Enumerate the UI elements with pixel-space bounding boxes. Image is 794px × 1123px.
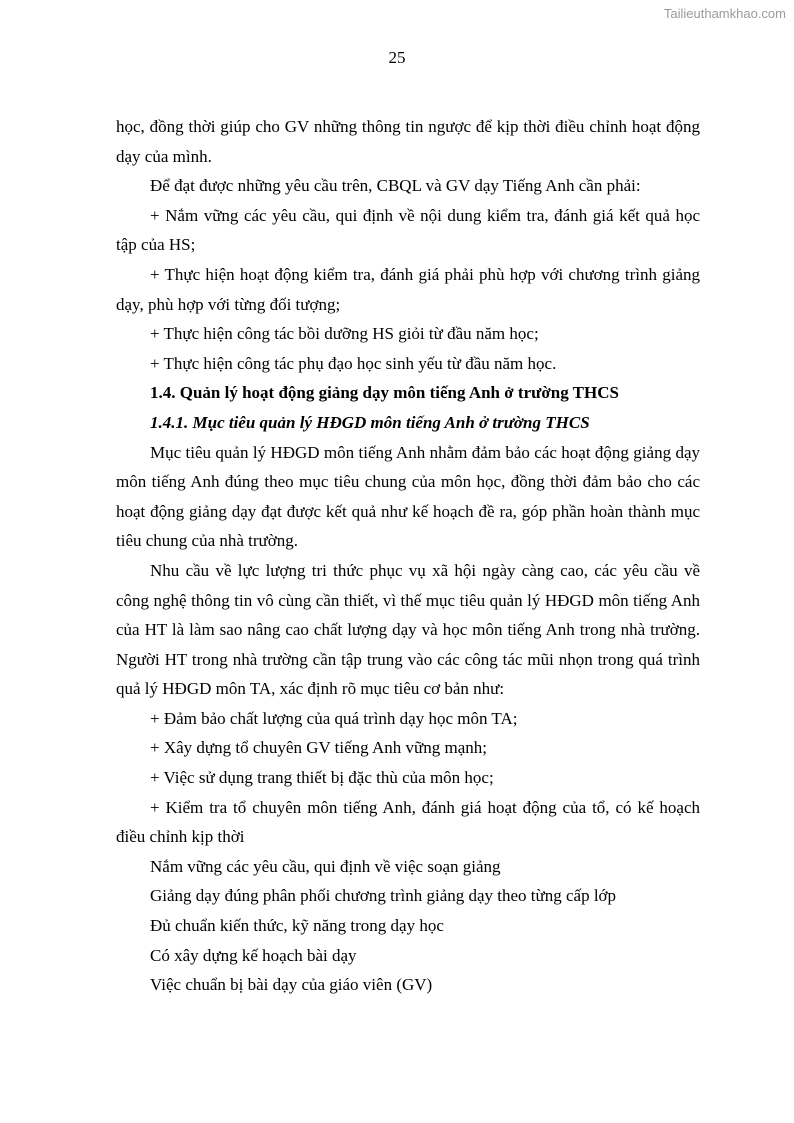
bullet-item: + Thực hiện công tác phụ đạo học sinh yếu từ đầu năm học. [150, 353, 557, 373]
bullet-item: + Nắm vững các yêu cầu, qui định về nội dung kiểm tra, đánh giá kết quả học tập của HS; [116, 205, 700, 255]
paragraph: Nhu cầu về lực lượng tri thức phục vụ xã hội ngày càng cao, các yêu cầu về công nghệ thông tin vô cùng cần thiết, vì thế mục tiêu quản lý HĐGD môn tiếng Anh của HT là làm sao nâng cao chất lượng dạy và học môn tiếng Anh trong nhà trường. Người HT trong nhà trường cần tập trung vào các công tác mũi nhọn trong quá trình quả lý HĐGD môn TA, xác định rõ mục tiêu cơ bản như: [116, 560, 700, 699]
bullet-item: + Xây dựng tổ chuyên GV tiếng Anh vững mạnh; [150, 738, 487, 758]
paragraph: Mục tiêu quản lý HĐGD môn tiếng Anh nhằm đảm bảo các hoạt động giảng dạy môn tiếng Anh đúng theo mục tiêu chung của môn học, đồng thời đảm bảo cho các hoạt động giảng dạy đạt được kết quả như kế hoạch đề ra, góp phần hoàn thành mục tiêu chung của nhà trường. [116, 442, 700, 551]
list-line: Đủ chuẩn kiến thức, kỹ năng trong dạy học [150, 916, 444, 936]
list-line: Có xây dựng kế hoạch bài dạy [150, 945, 357, 965]
bullet-item: + Đảm bảo chất lượng của quá trình dạy học môn TA; [150, 708, 518, 728]
subsection-heading: 1.4.1. Mục tiêu quản lý HĐGD môn tiếng Anh ở trường THCS [150, 412, 590, 432]
watermark-text: Tailieuthamkhao.com [663, 6, 786, 21]
document-body [116, 112, 700, 1000]
section-heading: 1.4. Quản lý hoạt động giảng dạy môn tiếng Anh ở trường THCS [150, 383, 619, 403]
list-line: Nắm vững các yêu cầu, qui định về việc soạn giảng [150, 856, 501, 876]
list-line: Giảng dạy đúng phân phối chương trình giảng dạy theo từng cấp lớp [150, 886, 617, 906]
bullet-item: + Kiểm tra tổ chuyên môn tiếng Anh, đánh giá hoạt động của tổ, có kế hoạch điều chỉnh kịp thời [116, 797, 700, 847]
bullet-item: + Thực hiện công tác bồi dưỡng HS giỏi từ đầu năm học; [150, 324, 539, 344]
paragraph: Để đạt được những yêu cầu trên, CBQL và GV dạy Tiếng Anh cần phải: [150, 176, 641, 196]
paragraph: học, đồng thời giúp cho GV những thông tin ngược để kịp thời điều chỉnh hoạt động dạy của mình. [116, 117, 700, 166]
bullet-item: + Thực hiện hoạt động kiểm tra, đánh giá phải phù hợp với chương trình giảng dạy, phù hợp với từng đối tượng; [116, 264, 700, 314]
bullet-item: + Việc sử dụng trang thiết bị đặc thù của môn học; [150, 768, 494, 788]
page-number: 25 [388, 48, 406, 67]
list-line: Việc chuẩn bị bài dạy của giáo viên (GV) [150, 975, 433, 995]
